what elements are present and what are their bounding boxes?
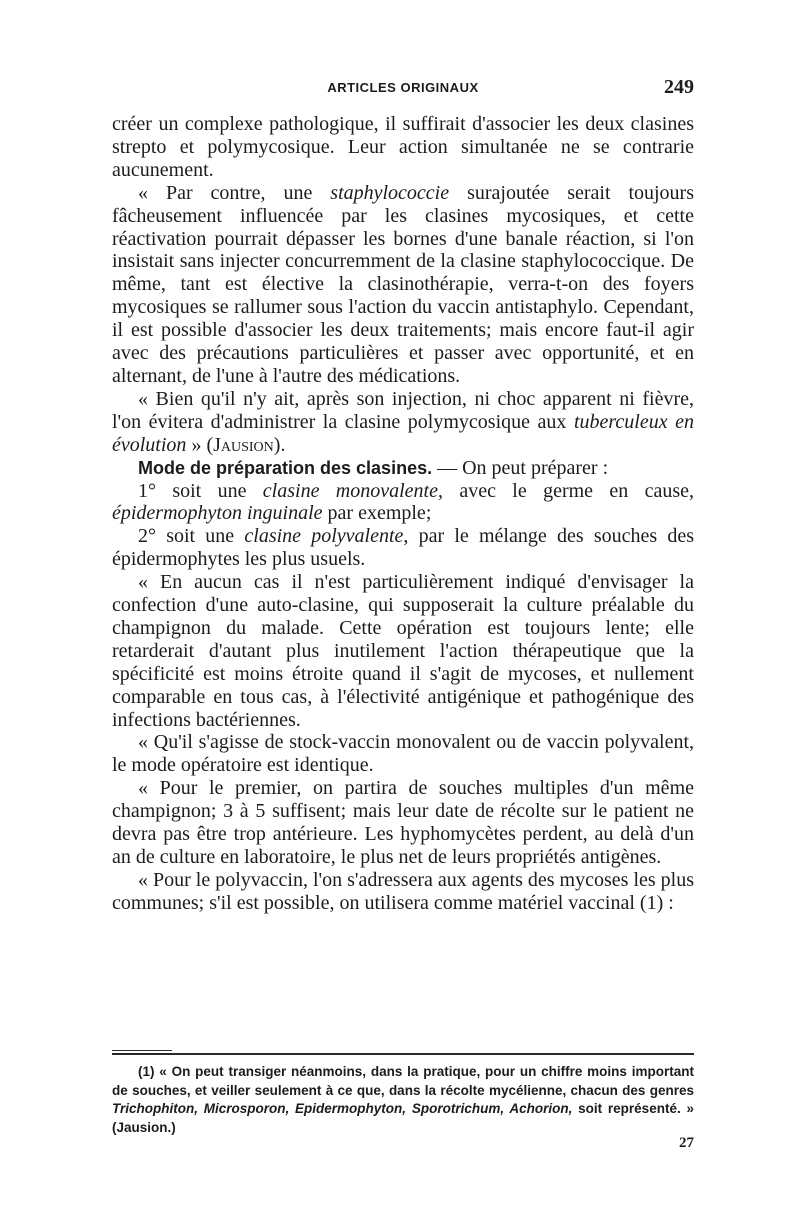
text-run: (1) « On peut transiger néanmoins, dans la pratique, pour un chiffre moins important de souches, et veiller seulement à ce que, dans la récolte mycélienne, chacun des genres [112,1064,694,1098]
italic-term: tuberculeux en évolution [112,410,694,456]
author-citation: Jausion [213,433,274,456]
italic-genera: Trichophiton, Microsporon, Epidermophyton, Sporotrichum, Achorion, [112,1101,573,1116]
text-run: « Bien qu'il n'y ait, après son injection, ni choc apparent ni fièvre, l'on évitera d'administrer la clasine polymycosique aux [112,387,694,433]
paragraph-6 [112,525,694,571]
footnote-rule-short [112,1050,172,1051]
paragraph-7: « En aucun cas il n'est particulièrement indiqué d'envisager la confection d'une auto-clasine, qui supposerait la culture préalable du champignon du malade. Cette opération est toujours lente; elle retarderait d'autant plus inutilement l'action thérapeutique que la spécificité est moins étroite quand il s'agit de mycoses, et nullement comparable en tous cas, à l'électivité antigénique et pathogénique des infections bactériennes. [112,571,694,731]
paragraph-5 [112,480,694,526]
section-heading: Mode de préparation des clasines. [138,457,433,478]
text-run: » ( [186,433,214,456]
text-run: surajoutée serait toujours fâcheusement influencée par les clasines mycosiques, et cette réactivation pourrait dépasser les bornes d'une banale réaction, si l'on insistait sans injecter concurremment de la clasine staphylococcique. De même, tant est élective la clasinothérapie, verra-t-on des foyers mycosiques se rallumer sous l'action du vaccin antistaphylo. Cependant, il est possible d'associer les deux traitements; mais encore faut-il agir avec des précautions particulières et passer avec opportunité, et en alternant, de l'une à l'autre des médications. [112,181,694,387]
paragraph-4 [112,457,694,480]
page-number: 249 [664,76,694,98]
text-run: — On peut préparer : [432,456,609,479]
italic-term: épidermophyton inguinale [112,502,323,525]
text-run: , avec le germe en cause, [437,479,695,502]
article-body [112,113,694,915]
italic-term: clasine monovalente [262,479,438,502]
running-title: ARTICLES ORIGINAUX [327,80,479,95]
footnote [112,1063,694,1137]
italic-term: clasine polyvalente [244,525,404,548]
paragraph-1: créer un complexe pathologique, il suffirait d'associer les deux clasines strepto et polymycosique. Leur action simultanée ne se contrarie aucunement. [112,113,694,181]
paragraph-8: « Qu'il s'agisse de stock-vaccin monovalent ou de vaccin polyvalent, le mode opératoire est identique. [112,731,694,777]
footnote-text [112,1063,694,1137]
paragraph-2 [112,182,694,388]
text-run: 2° soit une [138,525,245,548]
paragraph-9: « Pour le premier, on partira de souches multiples d'un même champignon; 3 à 5 suffisent; mais leur date de récolte sur le patient ne devra pas être trop antérieure. Les hyphomycètes perdent, au delà d'un an de culture en laboratoire, le plus net de leurs propriétés antigènes. [112,777,694,868]
text-run: , par le mélange des souches des épidermophytes les plus usuels. [112,525,694,571]
page-header [112,76,694,100]
footnote-rule [112,1053,694,1055]
text-run: soit représenté. » (Jausion.) [112,1101,694,1135]
text-run: « Par contre, une [138,181,331,204]
paragraph-10: « Pour le polyvaccin, l'on s'adressera aux agents des mycoses les plus communes; s'il est possible, on utilisera comme matériel vaccinal (1) : [112,868,694,914]
text-run: 1° soit une [138,479,263,502]
italic-term: staphylococcie [330,181,450,204]
paragraph-3 [112,388,694,457]
text-run: par exemple; [322,502,432,525]
text-run: ). [273,433,286,456]
signature-mark: 27 [679,1135,694,1151]
